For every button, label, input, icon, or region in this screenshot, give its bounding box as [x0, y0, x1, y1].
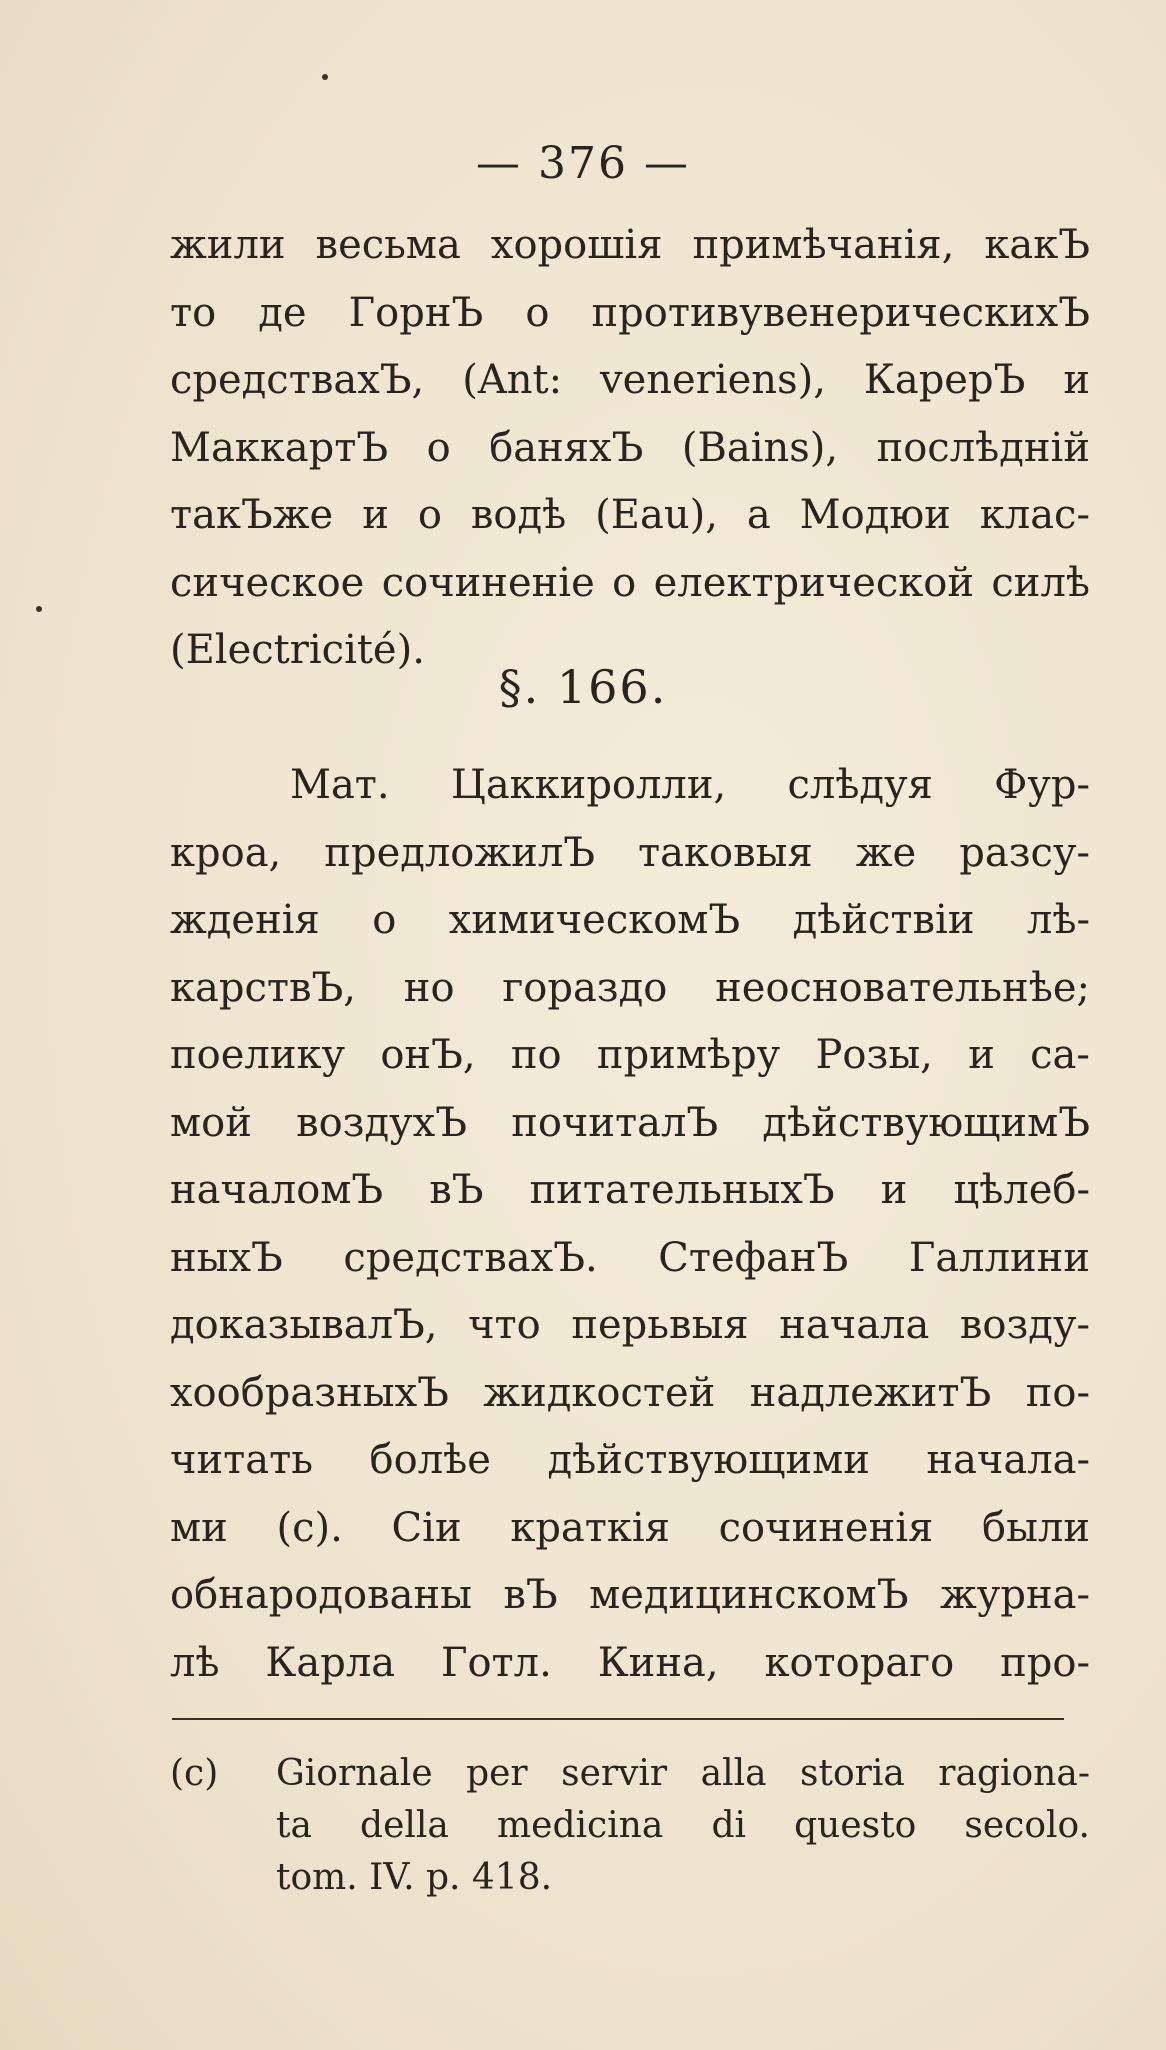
footnote-word: ragiona-	[938, 1753, 1090, 1794]
text-line: сическое сочиненіе о електрической силѣ	[170, 559, 1090, 606]
paragraph-block	[170, 752, 1090, 1697]
text-line: такЪже и о водѣ (Eau), а Модюи клас-	[170, 492, 1090, 538]
text-line: жили весьма хорошія примѣчанія, какЪ	[170, 222, 1090, 268]
footnote-divider	[172, 1718, 1064, 1720]
text-line: жденія о химическомЪ дѣйствіи лѣ-	[170, 897, 1090, 943]
footnote-word: di	[711, 1805, 746, 1846]
text-line: кроа, предложилЪ таковыя же разсу-	[170, 829, 1090, 876]
text-line: МаккартЪ о баняхЪ (Bains), послѣдній	[170, 424, 1090, 471]
footnote	[170, 1748, 1090, 1904]
text-line: началомЪ вЪ питательныхЪ и цѣлеб-	[170, 1167, 1090, 1213]
footnote-line: tom. IV. p. 418.	[276, 1857, 553, 1898]
text-line: мой воздухЪ почиталЪ дѣйствующимЪ	[170, 1099, 1090, 1146]
text-line: обнародованы вЪ медицинскомЪ журна-	[170, 1572, 1090, 1618]
footnote-word: secolo.	[964, 1805, 1090, 1846]
text-line: читать болѣе дѣйствующими начала-	[170, 1437, 1090, 1483]
ink-speck	[322, 74, 328, 80]
text-line: карствЪ, но гораздо неосновательнѣе;	[170, 964, 1090, 1011]
text-line: лѣ Карла Готл. Кина, котораго про-	[170, 1639, 1090, 1686]
text-line: средствахЪ, (Ant: veneriens), КарерЪ и	[170, 357, 1090, 403]
footnote-word: questo	[794, 1805, 917, 1846]
footnote-word: alla	[700, 1753, 767, 1794]
footnote-word: Giornale	[276, 1753, 433, 1794]
footnote-word: ta	[276, 1805, 312, 1846]
section-heading: §. 166.	[498, 660, 668, 714]
text-line: ныхЪ средствахЪ. СтефанЪ Галлини	[170, 1234, 1090, 1281]
ink-speck	[36, 606, 42, 612]
text-line: доказывалЪ, что перьвыя начала возду-	[170, 1302, 1090, 1348]
footnote-mark: (c)	[170, 1753, 219, 1794]
top-text-block	[170, 212, 1090, 685]
text-line: то де ГорнЪ о противувенерическихЪ	[170, 289, 1090, 336]
footnote-word: della	[360, 1805, 449, 1846]
footnote-word: storia	[800, 1753, 905, 1794]
text-line: Мат. Цаккиролли, слѣдуя Фур-	[290, 762, 1090, 808]
text-line: хообразныхЪ жидкостей надлежитЪ по-	[170, 1369, 1090, 1416]
text-line: поелику онЪ, по примѣру Розы, и са-	[170, 1032, 1090, 1078]
text-line: (Electricité).	[170, 627, 425, 673]
footnote-word: per	[466, 1753, 528, 1794]
text-line: ми (c). Сіи краткія сочиненія были	[170, 1504, 1090, 1551]
footnote-word: servir	[561, 1753, 668, 1794]
page-number: — 376 —	[476, 138, 690, 189]
footnote-word: medicina	[497, 1805, 664, 1846]
